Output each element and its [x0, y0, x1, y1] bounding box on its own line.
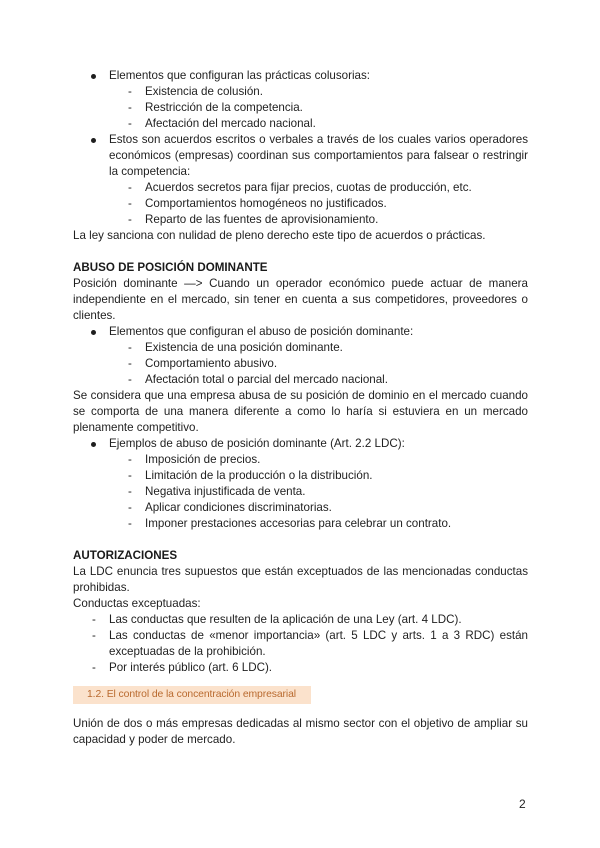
sub-list-item: - Imponer prestaciones accesorias para celebrar un contrato. [73, 516, 528, 532]
abuso-list [73, 324, 528, 388]
sub-list [73, 84, 528, 132]
paragraph: Se considera que una empresa abusa de su posición de dominio en el mercado cuando se comporta de una manera diferente a como lo haría si estuviera en un mercado plenamente competitivo. [73, 389, 528, 434]
section-heading: ABUSO DE POSICIÓN DOMINANTE [73, 261, 268, 274]
paragraph: Unión de dos o más empresas dedicadas al mismo sector con el objetivo de ampliar su capacidad y poder de mercado. [73, 717, 528, 746]
sub-list-item: - Existencia de una posición dominante. [73, 340, 528, 356]
sub-list-item: - Comportamiento abusivo. [73, 356, 528, 372]
abuso-examples-list [73, 436, 528, 532]
sub-list [73, 340, 528, 388]
list-item: Elementos que configuran las prácticas colusorias: [73, 68, 528, 84]
sub-list [73, 452, 528, 532]
document-page [73, 68, 528, 748]
sub-list-item: - Afectación del mercado nacional. [73, 116, 528, 132]
sub-list-item: - Restricción de la competencia. [73, 100, 528, 116]
list-item: Estos son acuerdos escritos o verbales a través de los cuales varios operadores económicos (empresas) coordinan sus comportamientos para falsear o restringir la competencia: [73, 132, 528, 180]
sub-list-item: - Limitación de la producción o la distribución. [73, 468, 528, 484]
paragraph: Conductas exceptuadas: [73, 597, 201, 610]
list-item: Elementos que configuran el abuso de posición dominante: [73, 324, 528, 340]
sub-list-item: - Existencia de colusión. [73, 84, 528, 100]
list-item: - Las conductas de «menor importancia» (art. 5 LDC y arts. 1 a 3 RDC) están exceptuadas de la prohibición. [73, 628, 528, 660]
list-item: Ejemplos de abuso de posición dominante (Art. 2.2 LDC): [73, 436, 528, 452]
sub-list-wrapper [73, 340, 528, 388]
sub-list-item: - Aplicar condiciones discriminatorias. [73, 500, 528, 516]
sub-list-wrapper [73, 84, 528, 132]
section-title-tag: 1.2. El control de la concentración empresarial [73, 686, 311, 704]
exceptuadas-list [73, 612, 528, 676]
sub-list-item: - Reparto de las fuentes de aprovisionamiento. [73, 212, 528, 228]
list-item: - Por interés público (art. 6 LDC). [73, 660, 528, 676]
paragraph: La LDC enuncia tres supuestos que están exceptuados de las mencionadas conductas prohibidas. [73, 565, 528, 594]
sub-list-wrapper [73, 180, 528, 228]
list-item: - Las conductas que resulten de la aplicación de una Ley (art. 4 LDC). [73, 612, 528, 628]
page-number: 2 [519, 797, 526, 811]
paragraph: La ley sanciona con nulidad de pleno derecho este tipo de acuerdos o prácticas. [73, 229, 486, 242]
sub-list-item: - Acuerdos secretos para fijar precios, cuotas de producción, etc. [73, 180, 528, 196]
sub-list-wrapper [73, 452, 528, 532]
sub-list-item: - Afectación total o parcial del mercado nacional. [73, 372, 528, 388]
sub-list-item: - Negativa injustificada de venta. [73, 484, 528, 500]
spacer [73, 532, 528, 548]
spacer [73, 244, 528, 260]
paragraph: Posición dominante —> Cuando un operador económico puede actuar de manera independiente en el mercado, sin tener en cuenta a sus competidores, proveedores o clientes. [73, 277, 528, 322]
colusorias-list [73, 68, 528, 228]
sub-list-item: - Comportamientos homogéneos no justificados. [73, 196, 528, 212]
sub-list-item: - Imposición de precios. [73, 452, 528, 468]
sub-list [73, 180, 528, 228]
section-heading: AUTORIZACIONES [73, 549, 178, 562]
